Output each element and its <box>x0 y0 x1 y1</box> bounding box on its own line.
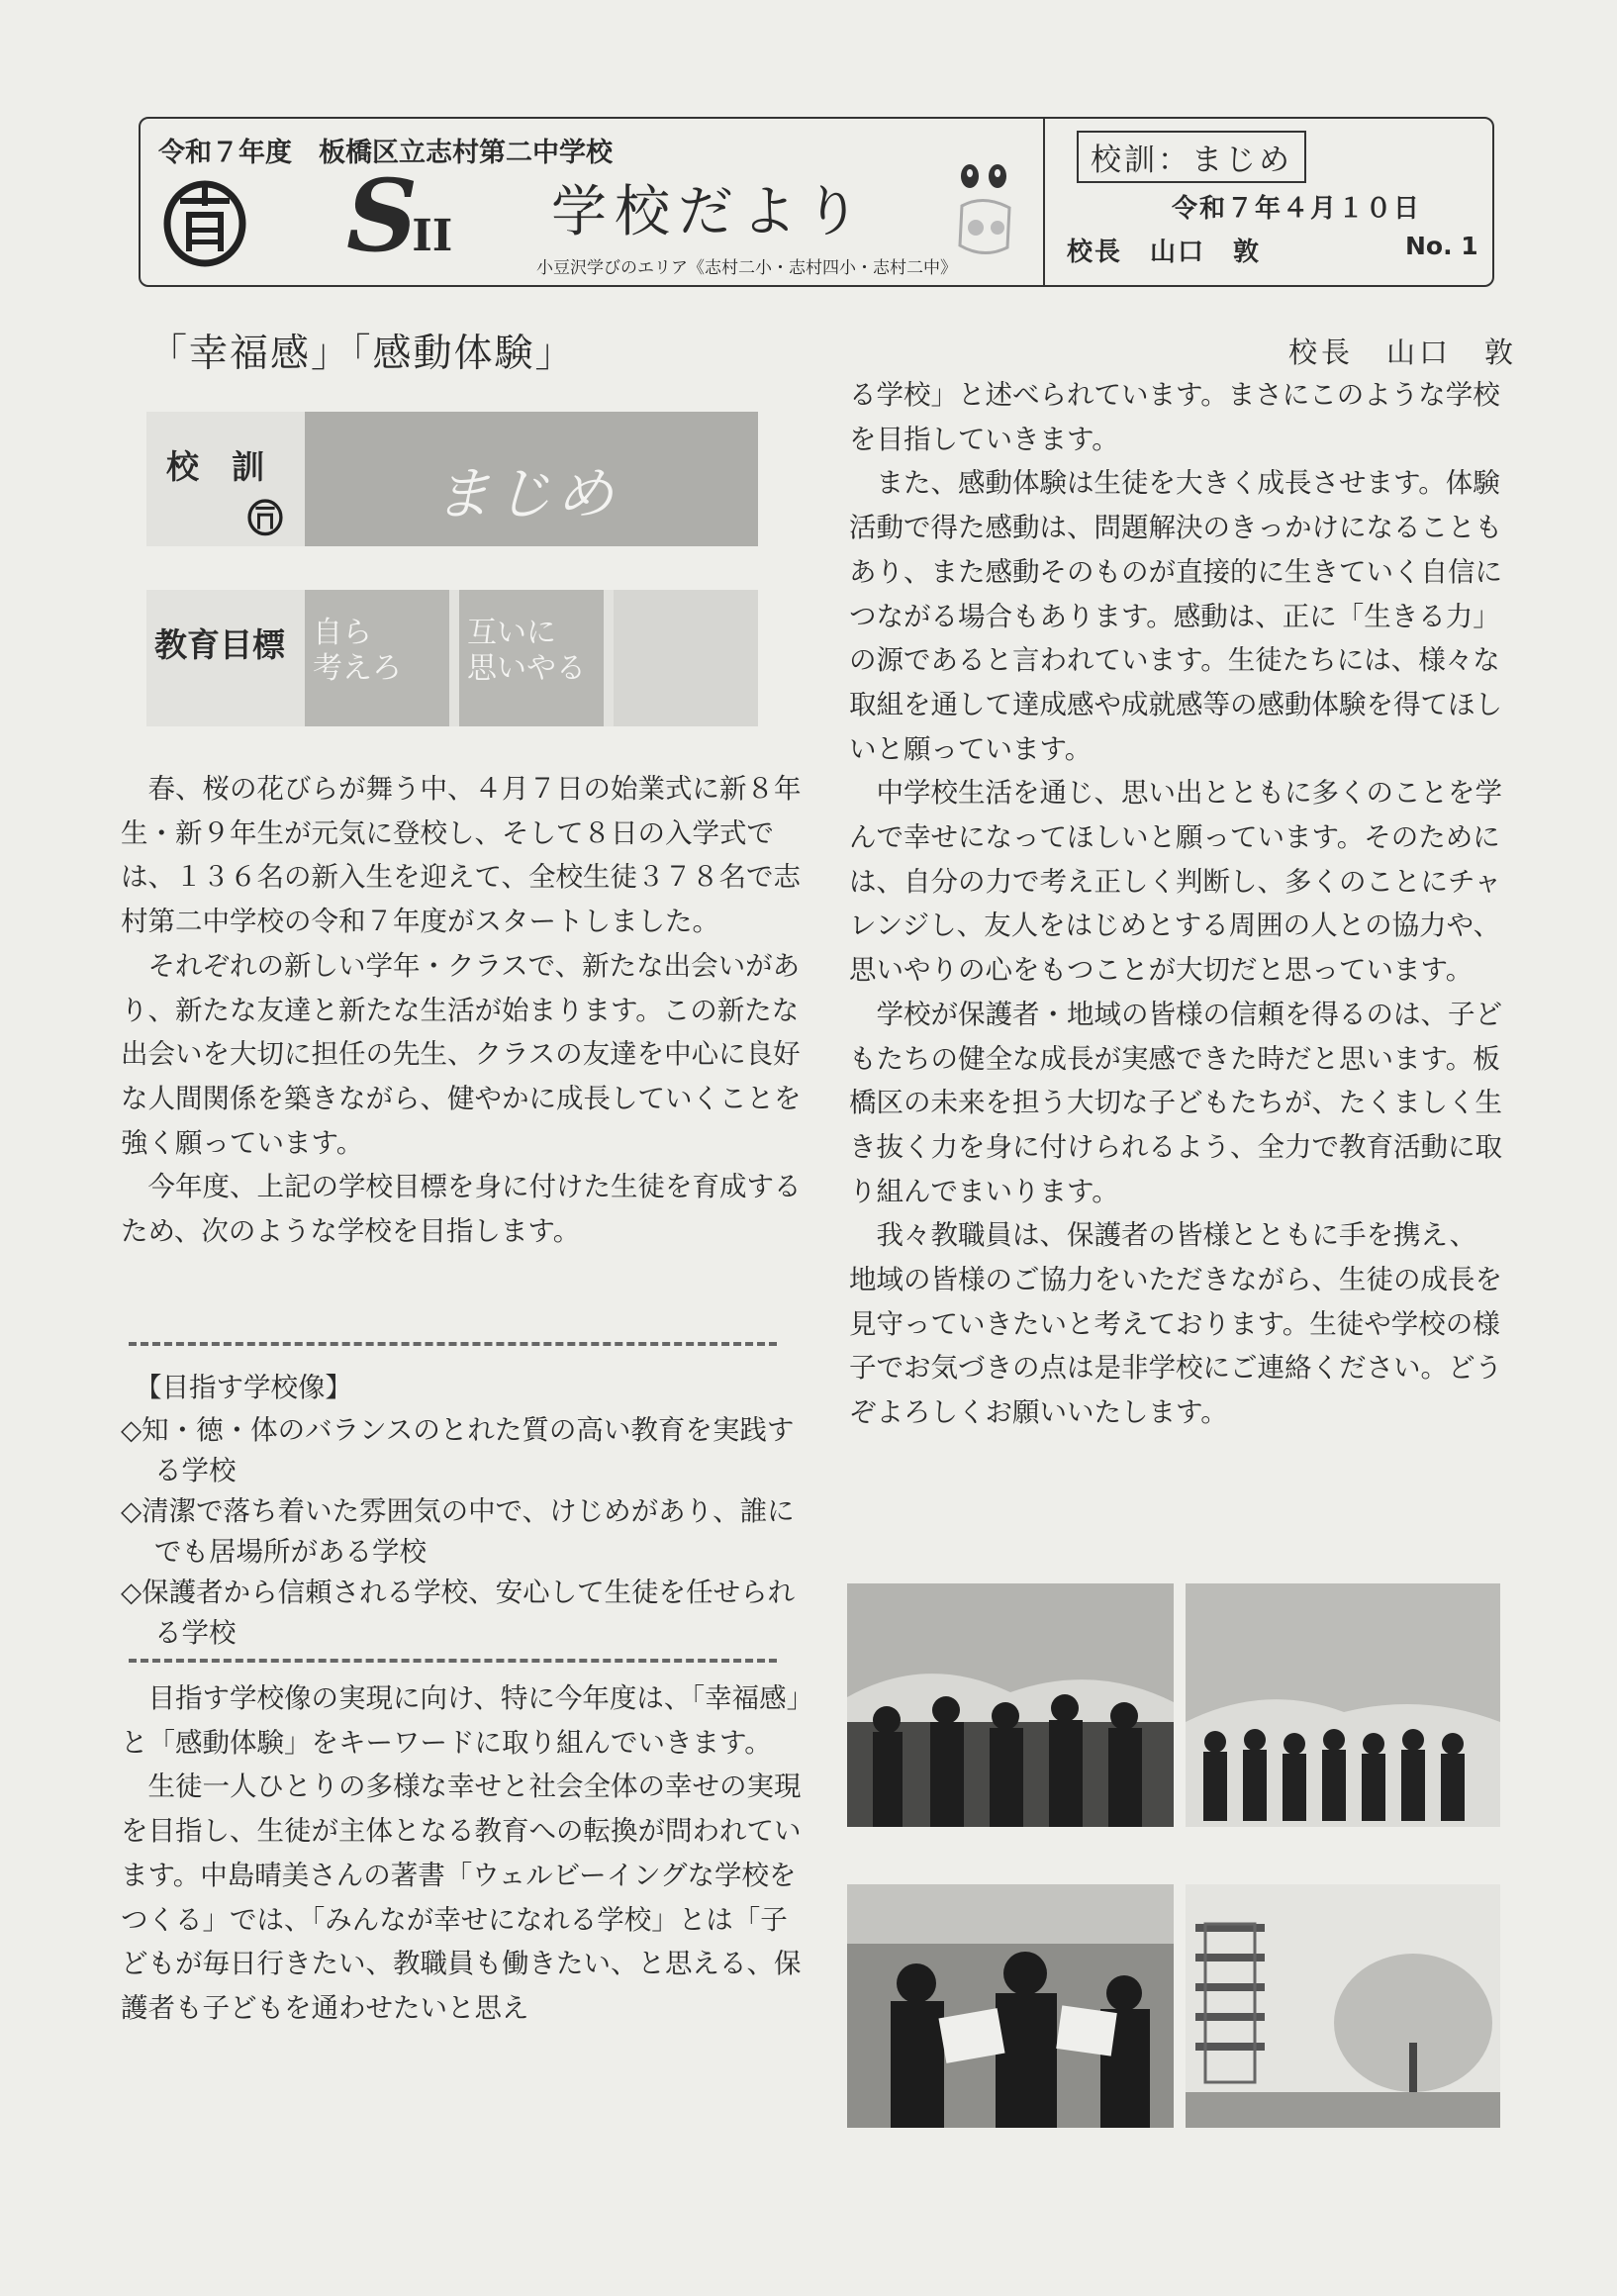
vision-item: ◇清潔で落ち着いた雰囲気の中で、けじめがあり、誰にでも居場所がある学校 <box>121 1495 795 1568</box>
logo-roman: II <box>412 211 453 261</box>
mascot-icon <box>942 137 1031 275</box>
photo-students-cherry-blossoms <box>847 1583 1174 1827</box>
paragraph-new-class: それぞれの新しい学年・クラスで、新たな出会いがあり、新たな友達と新たな生活が始まります。この新たな出会いを大切に担任の先生、クラスの友達を中心に良好な人間関係を築きながら、健やかに成長していくことを強く願っています。 <box>121 949 802 1159</box>
paragraph-keywords: 目指す学校像の実現に向け、特に今年度は、「幸福感」と「感動体験」をキーワードに取り組んでいきます。 <box>121 1682 801 1759</box>
paragraph-opening: 春、桜の花びらが舞う中、４月７日の始業式に新８年生・新９年生が元気に登校し、そして８日の入学式では、１３６名の新入生を迎えて、全校生徒３７８名で志村第二中学校の令和７年度がスタートしました。 <box>121 773 802 938</box>
s2-logo <box>346 157 453 274</box>
photo-school-building <box>1186 1884 1500 2128</box>
paragraph-wellbeing: 生徒一人ひとりの多様な幸せと社会全体の幸せの実現を目指し、生徒が主体となる教育への転換が問われています。中島晴美さんの著書「ウェルビーイングな学校をつくる」では、「みんなが幸せになれる学校」とは「子どもが毎日行きたい、教職員も働きたい、と思える、保護者も子どもを通わせたいと思え <box>121 1770 802 2024</box>
issue-date: 令和７年４月１０日 <box>1172 194 1422 224</box>
goals-label: 教育目標 <box>154 625 285 664</box>
vision-item: ◇知・徳・体のバランスのとれた質の高い教育を実践する学校 <box>121 1414 795 1486</box>
newsletter-title: 学校だより <box>551 180 868 244</box>
paragraph-school-goal: 今年度、上記の学校目標を身に付けた生徒を育成するため、次のような学校を目指します。 <box>121 1171 802 1248</box>
masthead-divider <box>1043 119 1045 285</box>
masthead <box>139 117 1494 287</box>
paragraph-closing: 我々教職員は、保護者の皆様とともに手を携え、地域の皆様のご協力をいただきながら、生徒の成長を見守っていきたいと考えております。生徒や学校の様子でお気づきの点は是非学校にご連絡ください。どうぞよろしくお願いいたします。 <box>849 1219 1502 1429</box>
goal-tile-think <box>305 590 449 726</box>
goal-tile-care-text: 互いに 思いやる <box>467 616 586 686</box>
motto-label: 校 訓 <box>166 447 264 486</box>
dashed-divider <box>129 1659 777 1663</box>
paragraph-trust: 学校が保護者・地域の皆様の信頼を得るのは、子どもたちの健全な成長が実感できた時だと思います。板橋区の未来を担う大切な子どもたちが、たくましく生き抜く力を身に付けられるよう、全力で教育活動に取り組んでまいります。 <box>849 998 1502 1207</box>
photo-group-cherry-blossoms <box>1186 1583 1500 1827</box>
principal-name: 校長 山口 敦 <box>1067 238 1262 267</box>
goal-tile-think-text: 自ら 考えろ <box>313 616 402 686</box>
article-headline: 「幸福感」「感動体験」 <box>148 332 576 376</box>
school-vision <box>121 1368 804 1654</box>
goal-tile-blank <box>614 590 758 726</box>
school-emblem-icon <box>162 176 247 267</box>
left-column-top <box>121 767 804 1254</box>
school-name: 令和７年度 板橋区立志村第二中学校 <box>158 138 613 168</box>
article-byline: 校長 山口 敦 <box>1288 335 1518 369</box>
paragraph-school-life: 中学校生活を通じ、思い出とともに多くのことを学んで幸せになってほしいと願っています。そのためには、自分の力で考え正しく判断し、多くのことにチャレンジし、友人をはじめとする周囲の人との協力や、思いやりの心をもつことが大切だと思っています。 <box>849 777 1502 987</box>
vision-item: ◇保護者から信頼される学校、安心して生徒を任せられる学校 <box>121 1577 796 1649</box>
motto-box: 校訓：まじめ <box>1077 131 1306 183</box>
right-column <box>849 373 1502 1435</box>
motto-banner-text: まじめ <box>433 460 618 527</box>
learning-area: 小豆沢学びのエリア《志村二小・志村四小・志村二中》 <box>536 258 957 278</box>
dashed-divider <box>129 1342 777 1346</box>
logo-letter: S <box>346 157 413 274</box>
issue-number: No. 1 <box>1405 232 1478 260</box>
goal-tile-care <box>459 590 604 726</box>
vision-heading: 【目指す学校像】 <box>135 1372 352 1403</box>
paragraph-experience: また、感動体験は生徒を大きく成長させます。体験活動で得た感動は、問題解決のきっかけになることもあり、また感動そのものが直接的に生きていく自信につながる場合もあります。感動は、正に「生きる力」の源であると言われています。生徒たちには、様々な取組を通して達成感や成就感等の感動体験を得てほしいと願っています。 <box>849 467 1502 765</box>
left-column-bottom <box>121 1676 804 2031</box>
small-emblem-icon <box>247 497 283 536</box>
paragraph-continued: る学校」と述べられています。まさにこのような学校を目指していきます。 <box>849 379 1500 455</box>
motto-banner <box>305 412 758 546</box>
photo-students-reading-papers <box>847 1884 1174 2128</box>
